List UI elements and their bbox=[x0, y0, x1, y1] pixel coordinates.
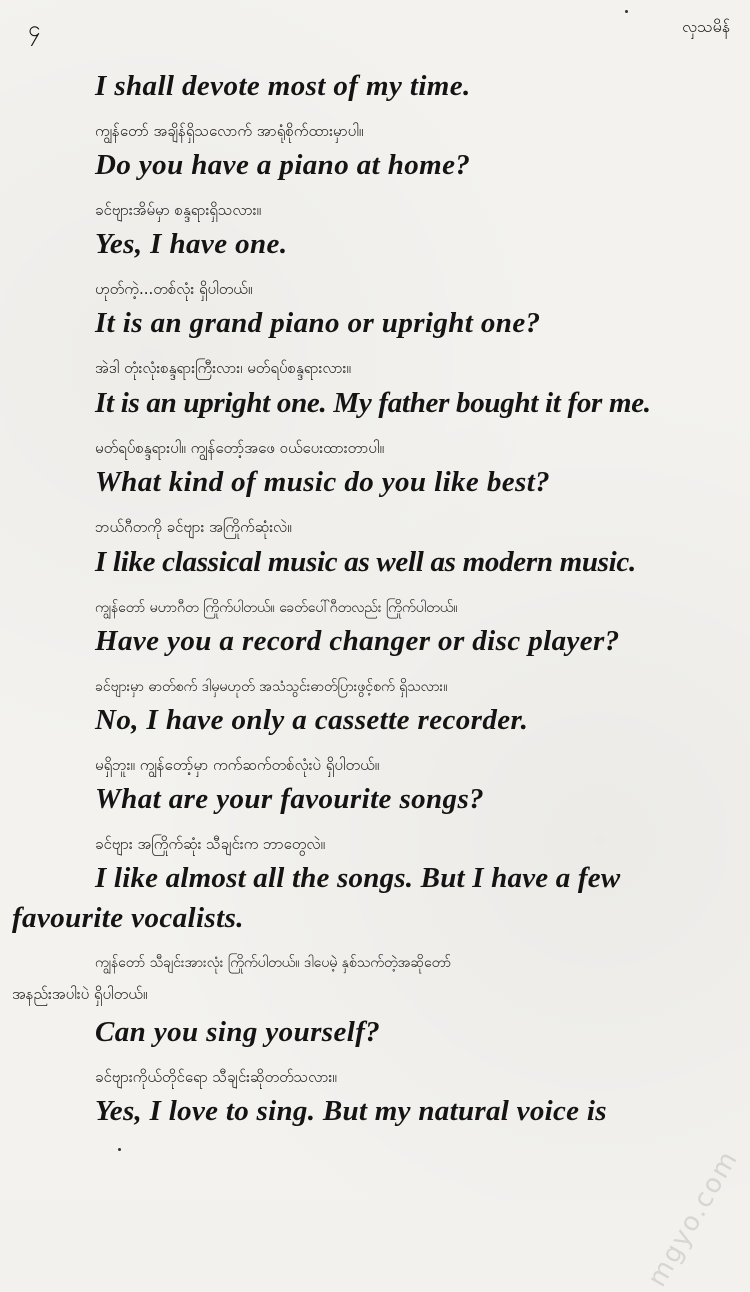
english-line: It is an upright one. My father bought it for me. bbox=[95, 387, 651, 419]
english-line: No, I have only a cassette recorder. bbox=[95, 704, 529, 736]
english-line: I like almost all the songs. But I have a few bbox=[95, 862, 621, 894]
myanmar-line: ကျွန်တော် သီချင်းအားလုံး ကြိုက်ပါတယ်။ ဒါပေမဲ့ နှစ်သက်တဲ့အဆိုတော် bbox=[95, 955, 452, 971]
myanmar-line: ခင်ဗျားမှာ ဓာတ်စက် ဒါမှမဟုတ် အသံသွင်းဓာတ်ပြားဖွင့်စက် ရှိသလား။ bbox=[95, 679, 448, 695]
myanmar-line: ကျွန်တော် အချိန်ရှိသလောက် အာရုံစိုက်ထားမှာပါ။ bbox=[95, 122, 364, 140]
myanmar-line: ဘယ်ဂီတကို ခင်ဗျား အကြိုက်ဆုံးလဲ။ bbox=[95, 518, 292, 536]
page-header bbox=[0, 14, 750, 42]
english-line: Have you a record changer or disc player? bbox=[95, 625, 620, 657]
print-speck bbox=[625, 10, 628, 13]
myanmar-line: ခင်ဗျား အကြိုက်ဆုံး သီချင်းက ဘာတွေလဲ။ bbox=[95, 835, 326, 853]
english-line: Yes, I have one. bbox=[95, 228, 288, 260]
english-line: Can you sing yourself? bbox=[95, 1016, 381, 1048]
watermark: mgyo.com bbox=[641, 1145, 744, 1292]
page-number: ၄ bbox=[28, 17, 41, 42]
myanmar-line: ဟုတ်ကဲ့...တစ်လုံး ရှိပါတယ်။ bbox=[95, 280, 253, 298]
english-line: favourite vocalists. bbox=[12, 902, 244, 934]
myanmar-line: ခင်ဗျားအိမ်မှာ စန္ဒရားရှိသလား။ bbox=[95, 201, 261, 219]
myanmar-line: မတ်ရပ်စန္ဒရားပါ။ ကျွန်တော့်အဖေ ဝယ်ပေးထားတာပါ။ bbox=[95, 439, 384, 457]
myanmar-line: မရှိဘူး။ ကျွန်တော့်မှာ ကက်ဆက်တစ်လုံးပဲ ရှိပါတယ်။ bbox=[95, 756, 380, 774]
english-line: It is an grand piano or upright one? bbox=[95, 307, 541, 339]
english-line: Do you have a piano at home? bbox=[95, 149, 471, 181]
myanmar-line: အနည်းအပါးပဲ ရှိပါတယ်။ bbox=[12, 985, 148, 1003]
running-title: လှသမိန် bbox=[682, 17, 730, 36]
myanmar-line: ကျွန်တော် မဟာဂီတ ကြိုက်ပါတယ်။ ခေတ်ပေါ်ဂီတလည်း ကြိုက်ပါတယ်။ bbox=[95, 600, 458, 616]
english-line: What are your favourite songs? bbox=[95, 783, 485, 815]
english-line: Yes, I love to sing. But my natural voice is bbox=[95, 1095, 607, 1127]
english-line: I like classical music as well as modern music. bbox=[95, 546, 636, 578]
english-line: What kind of music do you like best? bbox=[95, 466, 551, 498]
myanmar-line: အဲဒါ တုံးလုံးစန္ဒရားကြီးလား၊ မတ်ရပ်စန္ဒရားလား။ bbox=[95, 359, 351, 377]
print-speck bbox=[118, 1148, 121, 1151]
myanmar-line: ခင်ဗျားကိုယ်တိုင်ရော သီချင်းဆိုတတ်သလား။ bbox=[95, 1068, 337, 1086]
english-line: I shall devote most of my time. bbox=[95, 70, 471, 102]
